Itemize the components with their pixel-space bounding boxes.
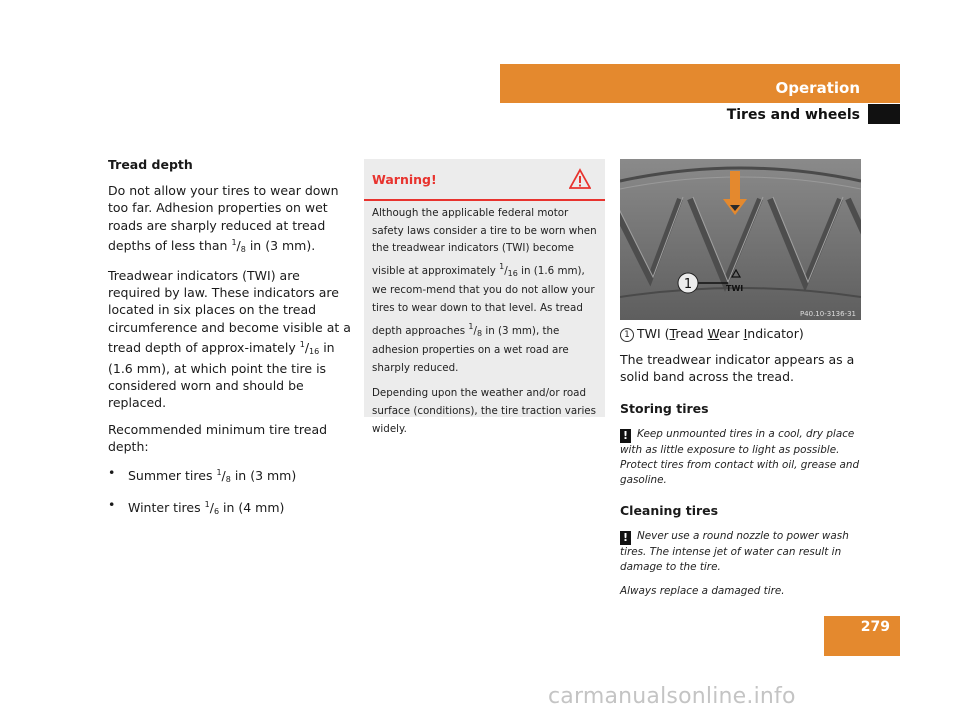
heading-storing-tires: Storing tires: [620, 400, 709, 416]
tire-tread-illustration: [620, 159, 861, 320]
warning-header: [364, 159, 605, 201]
tire-photo: [620, 159, 861, 320]
warning-paragraph: Although the applicable federal motor safety laws consider a tire to be worn when the treadwear indicators (TWI) become visible at approximately $^1/_{16}$ in (1.6 mm), we recom-mend that you do not allow your tires to wear down to that level. As tread depth approaches $^1/_8$ in (3 mm), the adhesion properties on a wet road are sharply reduced.: [372, 207, 597, 374]
note-cleaning: ! Never use a round nozzle to power wash tires. The intense jet of water can result in damage to the tire. Always replace a damaged tire.: [620, 530, 849, 598]
warning-paragraph: Depending upon the weather and/or road surface (conditions), the tire traction varies widely.: [372, 387, 597, 435]
warning-box: [364, 159, 605, 435]
section-title: Operation: [775, 79, 860, 97]
bullet-icon: •: [108, 465, 116, 481]
page-number: 279: [860, 619, 890, 635]
fraction: $^1/_{16}$: [299, 339, 320, 356]
callout-number-icon: 1: [620, 328, 634, 342]
paragraph-treadwear: The treadwear indicator appears as a solid band across the tread.: [620, 352, 855, 385]
paragraph-tread-depth: Do not allow your tires to wear down too far. Adhesion properties on wet roads are sharply reduced at tread depths of less than $^1/_8$ in (3 mm).: [108, 183, 339, 254]
note-storing: ! Keep unmounted tires in a cool, dry place with as little exposure to light as possible. Protect tires from contact with oil, grease and gasoline.: [620, 427, 860, 486]
watermark: carmanualsonline.info: [548, 684, 796, 709]
warning-title: Warning!: [372, 172, 437, 187]
paragraph-twi: Treadwear indicators (TWI) are required by law. These indicators are located in six places on the tread circumference and become visible at a tread depth of approx-imately $^1/_{16}$ in (1.6 mm), at which point the tire is considered worn and should be replaced.: [108, 268, 351, 411]
left-column: [108, 156, 353, 528]
figure-code: P40.10-3136-31: [799, 310, 856, 318]
warning-body: [364, 201, 605, 438]
right-column: [620, 325, 865, 604]
notice-icon: !: [620, 531, 631, 545]
warning-triangle-icon: [569, 168, 591, 190]
notice-icon: !: [620, 429, 631, 443]
header-marker: [868, 104, 900, 124]
figure-callout: 1: [683, 277, 693, 292]
figure-twi-label: TWI: [726, 284, 744, 293]
heading-tread-depth: Tread depth: [108, 157, 193, 172]
bullet-icon: •: [108, 497, 116, 513]
subsection-title: Tires and wheels: [726, 107, 860, 123]
figure-legend: 1 TWI (Tread Wear Indicator): [620, 325, 865, 342]
paragraph-recommended: Recommended minimum tire tread depth:: [108, 421, 328, 454]
heading-cleaning-tires: Cleaning tires: [620, 502, 719, 518]
fraction: $^1/_8$: [231, 237, 246, 254]
list-item: • Summer tires $^1/_8$ in (3 mm): [108, 464, 353, 488]
list-item: • Winter tires $^1/_6$ in (4 mm): [108, 496, 353, 520]
